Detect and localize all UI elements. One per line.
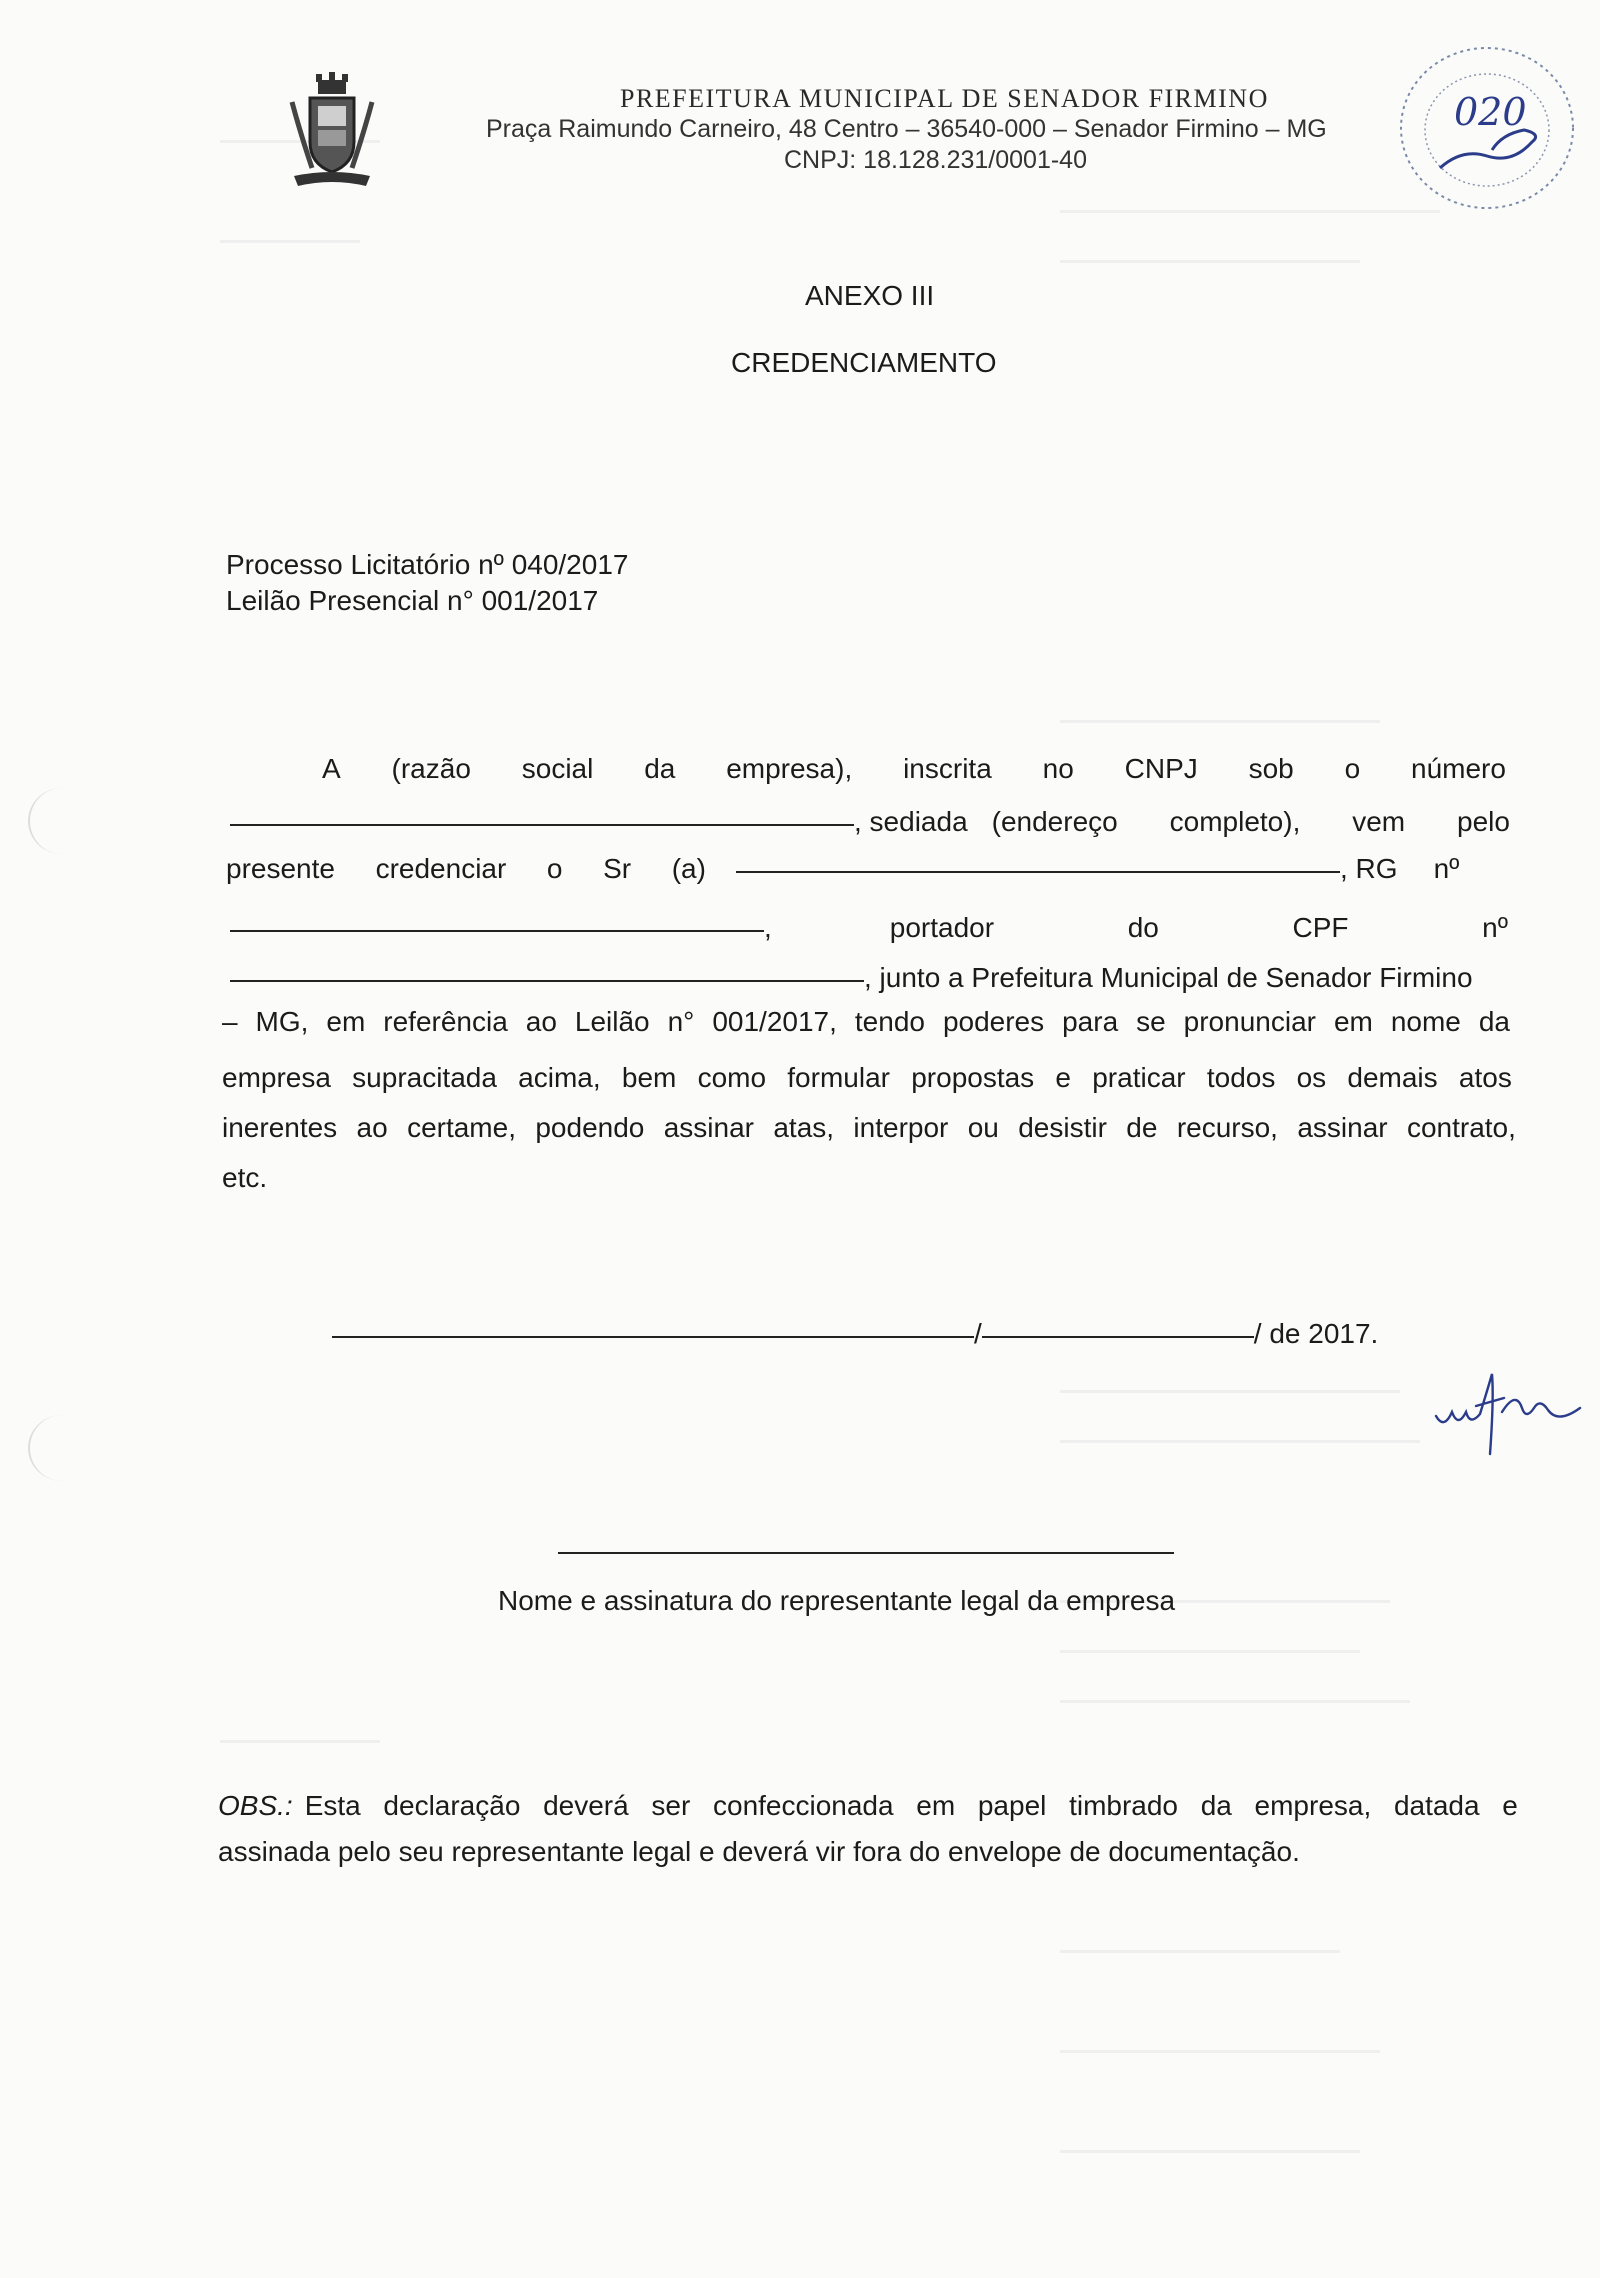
body-line-3: presente credenciar o Sr (a) , RG nº bbox=[226, 853, 1460, 884]
city-day-blank[interactable] bbox=[332, 1318, 974, 1338]
stamp-number: 020 bbox=[1454, 90, 1527, 134]
signature-line[interactable] bbox=[558, 1552, 1174, 1554]
body-line-1: A (razão social da empresa), inscrita no CNPJ sob o número bbox=[322, 753, 1506, 784]
process-number: Processo Licitatório nº 040/2017 bbox=[226, 549, 629, 580]
annex-label: ANEXO III bbox=[805, 280, 935, 311]
body-line-9: etc. bbox=[222, 1162, 268, 1193]
punch-hole-bottom bbox=[28, 1415, 96, 1481]
header-title: PREFEITURA MUNICIPAL DE SENADOR FIRMINO bbox=[620, 84, 1269, 113]
header-address: Praça Raimundo Carneiro, 48 Centro – 36540-000 – Senador Firmino – MG bbox=[486, 115, 1327, 143]
obs-line-1: OBS.: Esta declaração deverá ser confeccionada em papel timbrado da empresa, datada e bbox=[218, 1790, 1518, 1821]
body-line-2: , sediada (endereço completo), vem pelo bbox=[230, 806, 1510, 838]
header-cnpj: CNPJ: 18.128.231/0001-40 bbox=[784, 146, 1087, 174]
body-line-6: – MG, em referência ao Leilão n° 001/2017, tendo poderes para se pronunciar em nome da bbox=[222, 1006, 1510, 1037]
cnpj-blank[interactable] bbox=[230, 806, 854, 826]
month-blank[interactable] bbox=[982, 1318, 1254, 1338]
representative-name-blank[interactable] bbox=[736, 853, 1340, 873]
cpf-blank[interactable] bbox=[230, 962, 864, 982]
obs-label: OBS.: bbox=[218, 1790, 293, 1821]
date-line: / / de 2017. bbox=[332, 1318, 1378, 1350]
rg-blank[interactable] bbox=[230, 912, 764, 932]
body-line-7: empresa supracitada acima, bem como formular propostas e praticar todos os demais atos bbox=[222, 1062, 1512, 1093]
document-title: CREDENCIAMENTO bbox=[731, 347, 997, 378]
body-line-4: , portador do CPF nº bbox=[230, 912, 1508, 944]
handwritten-initials bbox=[1430, 1368, 1600, 1458]
auction-number: Leilão Presencial n° 001/2017 bbox=[226, 585, 599, 616]
body-line-5: , junto a Prefeitura Municipal de Senador Firmino bbox=[230, 962, 1473, 994]
obs-line-2: assinada pelo seu representante legal e deverá vir fora do envelope de documentação. bbox=[218, 1836, 1300, 1867]
punch-hole-top bbox=[28, 788, 96, 854]
signature-caption: Nome e assinatura do representante legal da empresa bbox=[498, 1585, 1176, 1616]
coat-of-arms-logo bbox=[282, 72, 382, 192]
body-line-8: inerentes ao certame, podendo assinar atas, interpor ou desistir de recurso, assinar contrato, bbox=[222, 1112, 1516, 1143]
commission-stamp bbox=[1392, 38, 1582, 218]
